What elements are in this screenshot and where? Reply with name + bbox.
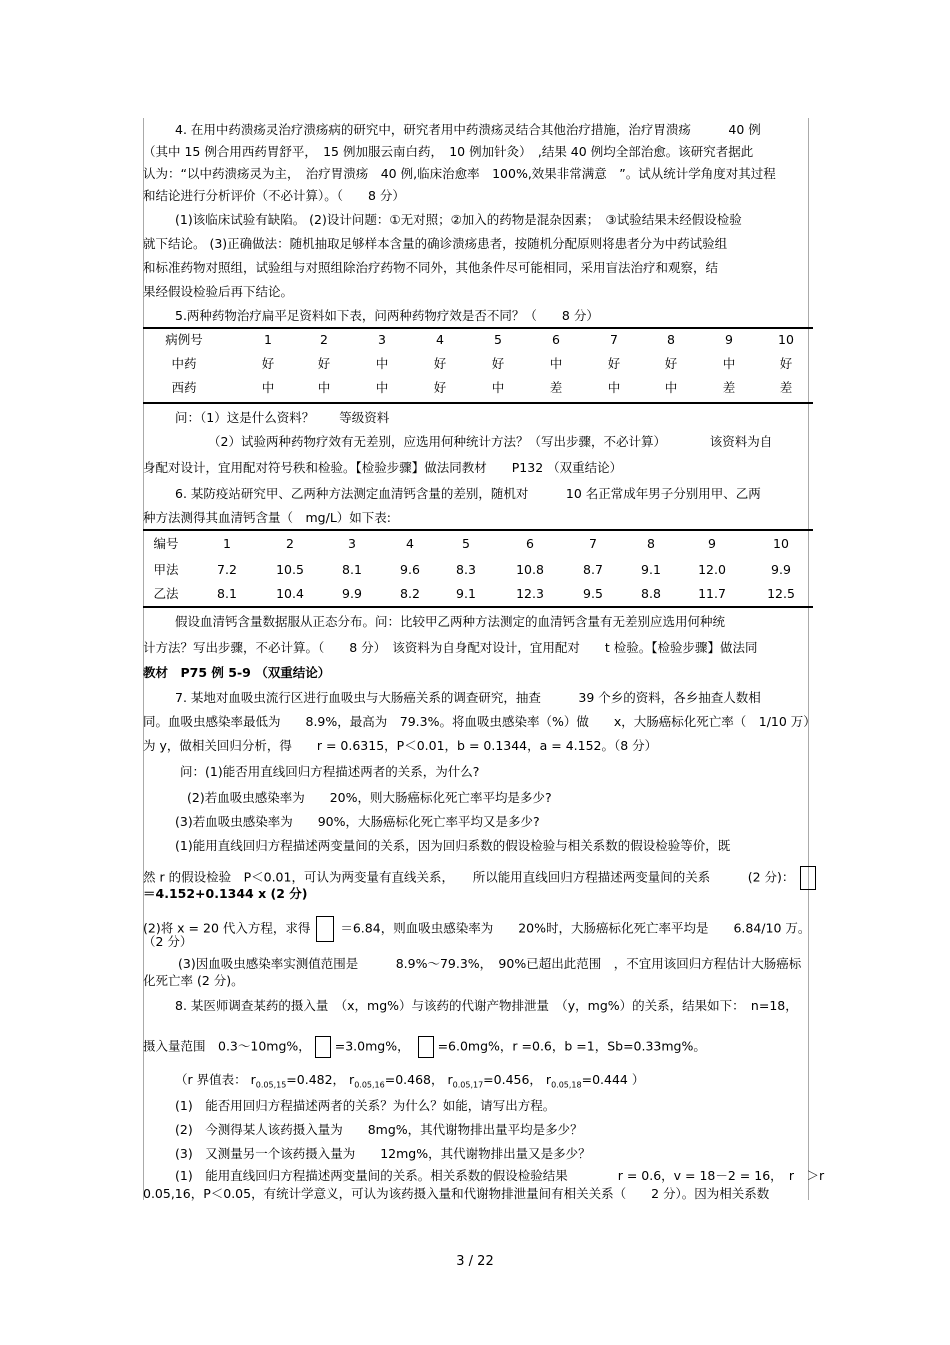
q8-answer-line-2: 0.05,16，P＜0.05，有统计学意义，可认为该药摄入量和代谢物排泄量间有相关关系（ 2 分）。因为相关系数: [143, 1186, 770, 1201]
q6-table-cell: 9.9: [342, 586, 362, 601]
q8-mean-y-text: =6.0mg%，r =0.6，b =1，Sb=0.33mg%。: [437, 1038, 706, 1054]
q6-table-top-rule: [143, 529, 813, 531]
y-hat-symbol-box-2: [316, 916, 334, 942]
q5-table-top-rule: [143, 327, 813, 329]
q5-table-header-cell: 病例号: [165, 332, 203, 347]
q5-table-bottom-rule: [143, 402, 813, 404]
q6-table-header-cell: 7: [589, 536, 597, 551]
q6-table-cell: 8.3: [456, 562, 476, 577]
q8-critical-suffix: ）: [631, 1072, 645, 1087]
q7-question-1: 问：(1)能否用直线回归方程描述两者的关系，为什么?: [180, 764, 480, 779]
q6-table-cell: 9.1: [456, 586, 476, 601]
q8-answer-line-1: (1) 能用直线回归方程描述两变量间的关系。相关系数的假设检验结果 r = 0.6，v = 18－2 = 16， r ＞r: [175, 1168, 825, 1183]
q5-title: 5.两种药物治疗扁平足资料如下表，问两种药物疗效是否不同？（ 8 分）: [175, 308, 599, 323]
q6-table-header-cell: 1: [223, 536, 231, 551]
q5-table-cell: 好: [433, 380, 447, 395]
q5-table-cell: 差: [549, 380, 563, 395]
q5-question-2: （2）试验两种药物疗效有无差别，应选用何种统计方法？（写出步骤，不必计算） 该资料为自: [208, 434, 773, 449]
q6-table-cell: 8.7: [583, 562, 603, 577]
q6-table-header-cell: 8: [647, 536, 655, 551]
q4-line-4: 和结论进行分析评价（不必计算）。（ 8 分）: [143, 188, 405, 203]
x-bar-symbol-box: [315, 1036, 331, 1058]
q8-critical-1: $r_{0.05,15}=0.482$，: [250, 1072, 346, 1090]
q4-answer-line-3: 和标准药物对照组，试验组与对照组除治疗药物不同外，其他条件尽可能相同，采用盲法治疗和观察，结: [143, 260, 719, 275]
q6-table-header-cell: 3: [348, 536, 356, 551]
q6-table-header-cell: 10: [773, 536, 789, 551]
q5-table-cell: 中药: [171, 356, 197, 371]
q7-answer-line-4: [143, 916, 810, 942]
q5-table-header-cell: 1: [264, 332, 272, 347]
q6-table-cell: 8.1: [217, 586, 237, 601]
q6-table-header-cell: 5: [462, 536, 470, 551]
q6-table-cell: 10.8: [516, 562, 544, 577]
q5-table-header-cell: 7: [610, 332, 618, 347]
q5-table-header-cell: 6: [552, 332, 560, 347]
q5-table-header-cell: 10: [778, 332, 794, 347]
q4-answer-line-4: 果经假设检验后再下结论。: [143, 284, 294, 299]
q6-table-cell: 8.2: [400, 586, 420, 601]
q6-table-cell: 8.8: [641, 586, 661, 601]
q4-line-1: 4. 在用中药溃疡灵治疗溃疡病的研究中，研究者用中药溃疡灵结合其他治疗措施，治疗胃溃疡 40 例: [175, 122, 761, 137]
q8-mean-x-text: =3.0mg%，: [334, 1038, 410, 1054]
q5-table-cell: 差: [779, 380, 793, 395]
q6-table-cell: 12.3: [516, 586, 544, 601]
q5-table-cell: 中: [664, 380, 678, 395]
q7-answer-result: ＝6.84，则血吸虫感染率为 20%时，大肠癌标化死亡率平均是 6.84/10 万。: [340, 920, 811, 936]
q6-table-cell: 12.5: [767, 586, 795, 601]
q6-after-line-1: 假设血清钙含量数据服从正态分布。问：比较甲乙两种方法测定的血清钙含量有无差别应选用何种统: [175, 614, 726, 629]
q6-table-cell: 10.5: [276, 562, 304, 577]
q5-answer: 身配对设计，宜用配对符号秩和检验。【检验步骤】做法同教材 P132 （双重结论）: [143, 460, 623, 475]
q7-regression-equation: ＝4.152+0.1344 x (2 分): [143, 886, 308, 901]
right-margin-line: [808, 118, 809, 1200]
q5-table-cell: 西药: [171, 380, 197, 395]
q5-table-cell: 差: [722, 380, 736, 395]
q5-table-cell: 中: [491, 380, 505, 395]
q5-table-header-cell: 4: [436, 332, 444, 347]
q6-table-cell: 乙法: [153, 586, 179, 601]
q5-table-header-cell: 2: [320, 332, 328, 347]
q6-table-cell: 9.1: [641, 562, 661, 577]
q7-line-3: 为 y，做相关回归分析，得 r = 0.6315，P＜0.01，b = 0.1344，a = 4.152。（8 分）: [143, 738, 658, 753]
q6-table-header-cell: 9: [708, 536, 716, 551]
q6-line-1: 6. 某防疫站研究甲、乙两种方法测定血清钙含量的差别，随机对 10 名正常成年男子分别用甲、乙两: [175, 486, 761, 501]
q5-table-cell: 中: [317, 380, 331, 395]
q7-question-3: (3)若血吸虫感染率为 90%，大肠癌标化死亡率平均又是多少?: [175, 814, 540, 829]
q6-table-header-cell: 4: [406, 536, 414, 551]
q5-table-cell: 好: [607, 356, 621, 371]
q6-table-header-cell: 6: [526, 536, 534, 551]
q8-critical-values: [175, 1072, 644, 1094]
q5-table-header-cell: 5: [494, 332, 502, 347]
q7-answer-line-1: (1)能用直线回归方程描述两变量间的关系，因为回归系数的假设检验与相关系数的假设检验等价，既: [175, 838, 731, 853]
q5-table-cell: 好: [433, 356, 447, 371]
q6-table-cell: 12.0: [698, 562, 726, 577]
q8-critical-4: $r_{0.05,18}=0.444$: [545, 1072, 628, 1090]
q7-line-2: 同。血吸虫感染率最低为 8.9%，最高为 79.3%。将血吸虫感染率（%）做 x，大肠癌标化死亡率（ 1/10 万）: [143, 714, 816, 729]
q4-line-3: 认为：“以中药溃疡灵为主， 治疗胃溃疡 40 例,临床治愈率 100%,效果非常满意 ”。试从统计学角度对其过程: [143, 166, 776, 181]
q7-answer-score: （2 分）: [143, 934, 193, 949]
q6-table-cell: 7.2: [217, 562, 237, 577]
q6-table-header-cell: 编号: [153, 536, 179, 551]
q8-critical-2: $r_{0.05,16}=0.468$，: [349, 1072, 444, 1090]
q8-question-2: (2) 今测得某人该药摄入量为 8mg%，其代谢物排出量平均是多少？: [175, 1122, 583, 1137]
q5-question-1: 问：（1）这是什么资料？ 等级资料: [175, 410, 390, 425]
q5-table-cell: 好: [779, 356, 793, 371]
y-hat-symbol-box: [800, 866, 816, 890]
q5-table-cell: 中: [722, 356, 736, 371]
q5-table-header-cell: 9: [725, 332, 733, 347]
q6-table-header-cell: 2: [286, 536, 294, 551]
q6-table-bottom-rule: [143, 606, 813, 608]
q5-table-cell: 中: [375, 356, 389, 371]
q7-answer-line-2-text: 然 r 的假设检验 P＜0.01，可认为两变量有直线关系， 所以能用直线回归方程描述两变量间的关系 (2 分)：: [143, 869, 795, 885]
q8-range-text: 摄入量范围 0.3～10mg%，: [143, 1038, 311, 1054]
q5-table-cell: 中: [607, 380, 621, 395]
q4-answer-line-1: (1)该临床试验有缺陷。 (2)设计问题：①无对照；②加入的药物是混杂因素； ③试验结果未经假设检验: [175, 212, 742, 227]
q7-answer-line-7: 化死亡率 (2 分)。: [143, 973, 244, 988]
q7-answer-line-6: (3)因血吸虫感染率实测值范围是 8.9%～79.3%， 90%已超出此范围 ，不宜用该回归方程估计大肠癌标: [178, 956, 802, 971]
q5-table-cell: 好: [317, 356, 331, 371]
q6-line-2: 种方法测得其血清钙含量（ mg/L）如下表:: [143, 510, 391, 525]
q6-after-line-3: 教材 P75 例 5-9 （双重结论）: [143, 665, 331, 680]
q7-question-2: (2)若血吸虫感染率为 20%，则大肠癌标化死亡率平均是多少?: [187, 790, 552, 805]
q5-table-header-cell: 3: [378, 332, 386, 347]
q5-table-cell: 好: [664, 356, 678, 371]
q7-line-1: 7. 某地对血吸虫流行区进行血吸虫与大肠癌关系的调查研究，抽查 39 个乡的资料，各乡抽查人数相: [175, 690, 761, 705]
q6-table-cell: 9.9: [771, 562, 791, 577]
page-number: 3 / 22: [456, 1254, 494, 1269]
q8-line-1: 8. 某医师调查某药的摄入量 （x，mg%）与该药的代谢产物排泄量 （y，mg%）的关系，结果如下： n=18，: [175, 998, 798, 1013]
q6-table-cell: 11.7: [698, 586, 726, 601]
q8-critical-3: $r_{0.05,17}=0.456$，: [447, 1072, 542, 1090]
q8-question-1: (1) 能否用回归方程描述两者的关系？为什么？如能，请写出方程。: [175, 1098, 556, 1113]
q6-table-cell: 甲法: [153, 562, 179, 577]
q8-question-3: (3) 又测量另一个该药摄入量为 12mg%，其代谢物排出量又是多少？: [175, 1146, 591, 1161]
q5-table-cell: 中: [549, 356, 563, 371]
q5-table-cell: 中: [375, 380, 389, 395]
q8-critical-prefix: （r 界值表：: [175, 1072, 247, 1087]
q6-table-cell: 9.6: [400, 562, 420, 577]
q5-table-cell: 中: [261, 380, 275, 395]
q4-answer-line-2: 就下结论。 (3)正确做法：随机抽取足够样本含量的确诊溃疡患者，按随机分配原则将患者分为中药试验组: [143, 236, 728, 251]
q5-table-cell: 好: [491, 356, 505, 371]
q6-table-cell: 9.5: [583, 586, 603, 601]
q4-line-2: （其中 15 例合用西药胃舒平， 15 例加服云南白药， 10 例加针灸） ,结果 40 例均全部治愈。该研究者据此: [143, 144, 754, 159]
q5-table-header-cell: 8: [667, 332, 675, 347]
y-bar-symbol-box: [418, 1036, 434, 1058]
q6-table-cell: 10.4: [276, 586, 304, 601]
q6-after-line-2: 计方法？写出步骤，不必计算。（ 8 分） 该资料为自身配对设计，宜用配对 t 检验。【检验步骤】做法同: [143, 640, 758, 655]
q5-table-cell: 好: [261, 356, 275, 371]
q8-line-2: [143, 1036, 706, 1058]
q6-table-cell: 8.1: [342, 562, 362, 577]
q7-answer-substitute: (2)将 x = 20 代入方程，求得: [143, 920, 311, 936]
